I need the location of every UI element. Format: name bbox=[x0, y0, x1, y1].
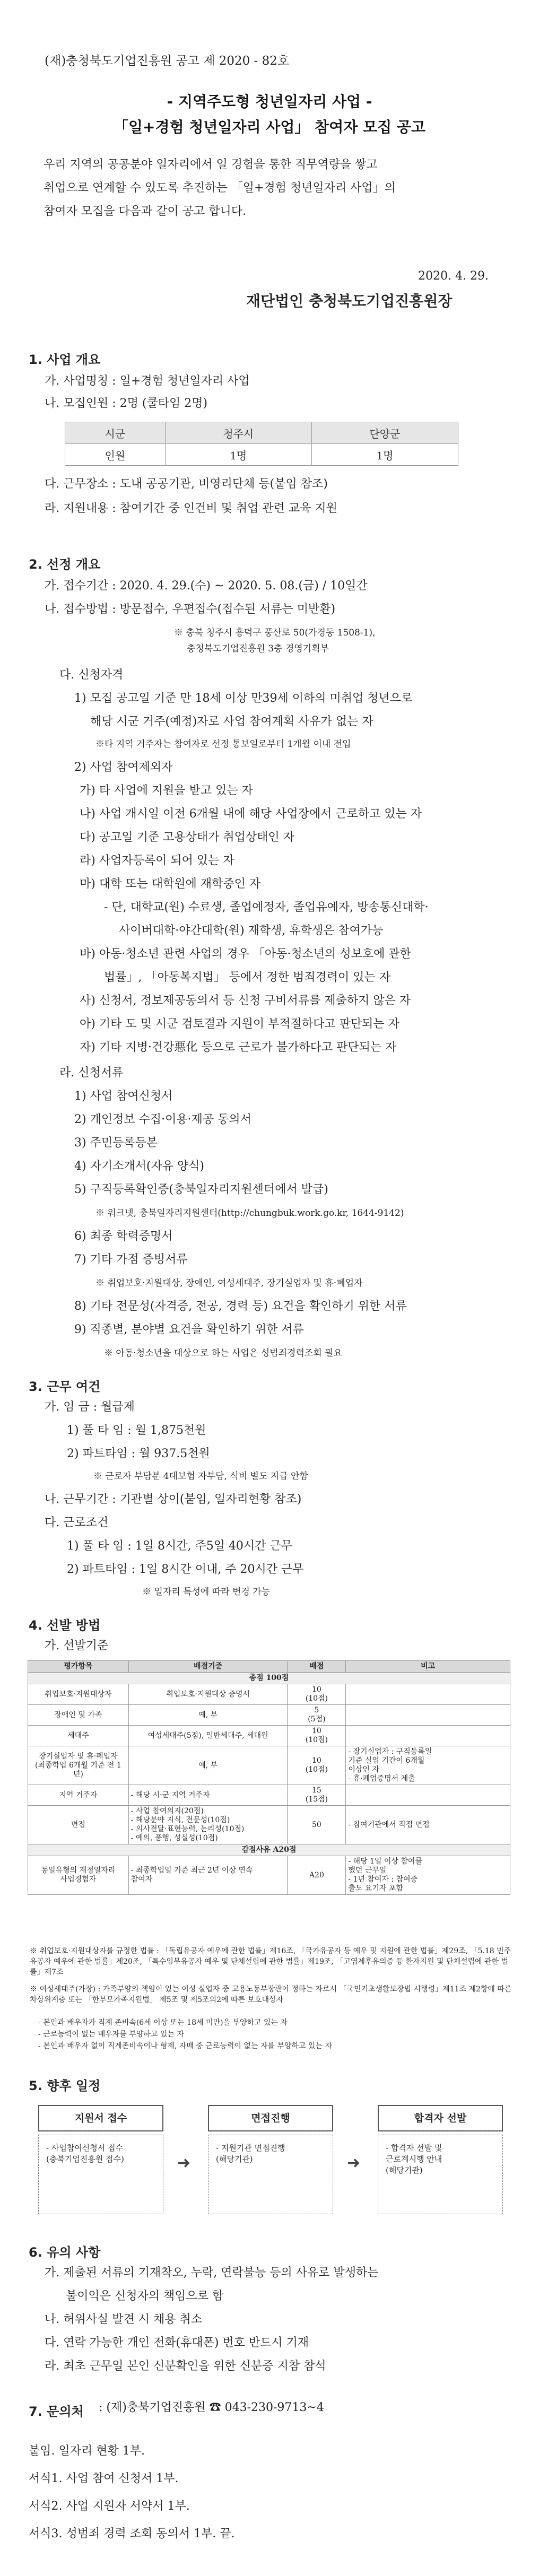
s2-c2-line: 마) 대학 또는 대학원에 재학중인 자 bbox=[80, 877, 261, 891]
attachment-line: 서식2. 사업 지원자 서약서 1부. bbox=[29, 2500, 190, 2513]
s3-line: 가. 임 금 : 월급제 bbox=[45, 1400, 135, 1414]
section-5-heading: 5. 향후 일정 bbox=[29, 2078, 101, 2093]
s1-item-d: 라. 지원내용 : 참여기간 중 인건비 및 취업 관련 교육 지원 bbox=[45, 502, 337, 515]
s2-c2-line: 사) 신청서, 정보제공동의서 등 신청 구비서류를 제출하지 않은 자 bbox=[80, 994, 411, 1007]
s2-c2-line: 바) 아동·청소년 관련 사업의 경우 「아동·청소년의 성보호에 관한 bbox=[80, 947, 411, 961]
notice-number: (재)충청북도기업진흥원 공고 제 2020 - 82호 bbox=[45, 54, 290, 68]
table-header: 배점 bbox=[288, 1661, 346, 1673]
table-cell bbox=[346, 1726, 510, 1746]
s2-doc: 3) 주민등록등본 bbox=[74, 1136, 158, 1150]
table-cell: 동일유형의 재정일자리 사업경험자 bbox=[28, 1856, 129, 1895]
s3-note: ※ 근로자 부담분 4대보험 자부담, 식비 별도 지급 안함 bbox=[93, 1471, 308, 1482]
table-header: 비고 bbox=[346, 1661, 510, 1673]
s2-c2: 2) 사업 참여제외자 bbox=[74, 761, 173, 774]
s3-line: 2) 파트타임 : 1일 8시간 이내, 주 20시간 근무 bbox=[67, 1563, 304, 1576]
attachment-line: 서식3. 성범죄 경력 조회 동의서 1부. 끝. bbox=[29, 2527, 235, 2540]
selection-criteria-table bbox=[28, 1660, 510, 1895]
s4-footnote: - 근로능력이 없는 배우자를 부양하고 있는 자 bbox=[38, 2030, 184, 2039]
s1-item-b: 나. 모집인원 : 2명 (쿨타임 2명) bbox=[45, 397, 208, 410]
s2-doc: 1) 사업 참여신청서 bbox=[74, 1090, 173, 1103]
section-6-heading: 6. 유의 사항 bbox=[29, 2245, 101, 2260]
schedule-step-body: - 사업참여신청서 접수 (충북기업진흥원 접수) bbox=[38, 2135, 163, 2214]
org-name: 재단법인 충청북도기업진흥원장 bbox=[246, 292, 453, 310]
table-cell bbox=[346, 1705, 510, 1726]
table-cell: 50 bbox=[288, 1806, 346, 1844]
schedule-step-title: 합격자 선발 bbox=[378, 2105, 503, 2131]
s2-note: ※ 충북 청주시 흥덕구 풍산로 50(가경동 1508-1), bbox=[174, 628, 376, 638]
s6-line: 나. 허위사실 발견 시 채용 취소 bbox=[45, 2313, 202, 2326]
s2-c2-line: 자) 기타 지병·건강悪化 등으로 근로가 불가하다고 판단되는 자 bbox=[80, 1041, 397, 1054]
s3-line: 나. 근무기간 : 기관별 상이(붙임, 일자리현황 참조) bbox=[45, 1493, 302, 1506]
s2-c2-line: 나) 사업 개시일 이전 6개월 내에 해당 사업장에서 근로하고 있는 자 bbox=[80, 807, 422, 821]
table-cell: - 참여기관에서 직접 면접 bbox=[346, 1806, 510, 1844]
section-7-heading: 7. 문의처 bbox=[29, 2404, 84, 2419]
table-cell: 취업보호·지원대상자 bbox=[28, 1684, 129, 1705]
s2-c2-line: 가) 타 사업에 지원을 받고 있는 자 bbox=[80, 784, 253, 797]
recruit-count-table bbox=[65, 422, 458, 466]
s2-item-b: 나. 접수방법 : 방문접수, 우편접수(접수된 서류는 미반환) bbox=[45, 603, 336, 616]
title-sub: - 지역주도형 청년일자리 사업 - bbox=[167, 93, 372, 110]
intro-line-3: 참여자 모집을 다음과 같이 공고 합니다. bbox=[44, 205, 246, 218]
table-cell bbox=[346, 1684, 510, 1705]
table-header: 청주시 bbox=[165, 422, 311, 444]
table-cell: 세대주 bbox=[28, 1726, 129, 1746]
section-3-heading: 3. 근무 여건 bbox=[29, 1379, 101, 1394]
s4-footnote: ※ 여성세대주(가장) : 가족부양의 책임이 있는 여성 실업자 중 고용노동부장관이 정하는 자로서 「국민기초생활보장법 시행령」제11조 제2항에 따른 차상위계층 또는 「한부모가족지원법」 제5조 및 제5조의2에 따른 보호대상자 bbox=[30, 1985, 512, 2004]
table-cell: - 장기실업자 : 구직등록일 기준 실업 기간이 6개월 이상인 자 - 휴·폐업증명서 제출 bbox=[346, 1746, 510, 1785]
table-header: 시군 bbox=[65, 422, 166, 444]
s2-c2-line: 다) 공고일 기준 고용상태가 취업상태인 자 bbox=[80, 831, 294, 844]
table-cell: - 사업 참여의지(20점) - 해당분야 지식, 전문성(10점) - 의사전달·표현능력, 논리성(10점) - 예의, 품행, 성실성(10점) bbox=[128, 1806, 288, 1844]
s2-note: 충청북도기업진흥원 3층 경영기획부 bbox=[187, 643, 329, 654]
table-row bbox=[28, 1705, 510, 1726]
table-cell: 5 (5점) bbox=[288, 1705, 346, 1726]
s2-c2-line: - 단, 대학교(원) 수료생, 졸업예정자, 졸업유예자, 방송통신대학· bbox=[104, 901, 429, 914]
s2-doc: 8) 기타 전문성(자격증, 전공, 경력 등) 요건을 확인하기 위한 서류 bbox=[74, 1300, 407, 1313]
s2-c2-line: 라) 사업자등록이 되어 있는 자 bbox=[80, 854, 234, 867]
s2-doc: 7) 기타 가점 증빙서류 bbox=[74, 1253, 188, 1266]
table-row bbox=[28, 1726, 510, 1746]
table-cell bbox=[346, 1785, 510, 1806]
schedule-step-body: - 합격자 선발 및 근로계시행 안내 (해당기관) bbox=[378, 2135, 503, 2214]
s3-line: 2) 파트타임 : 월 937.5천원 bbox=[67, 1447, 210, 1460]
s2-doc-note: ※ 아동·청소년을 대상으로 하는 사업은 성범죄경력조회 필요 bbox=[104, 1348, 342, 1359]
table-cell: 10 (10점) bbox=[288, 1746, 346, 1785]
s3-line: 1) 풀 타 임 : 월 1,875천원 bbox=[67, 1424, 206, 1437]
table-cell: 15 (15점) bbox=[288, 1785, 346, 1806]
table-row bbox=[28, 1746, 510, 1785]
table-cell: 1명 bbox=[165, 444, 311, 466]
s4-footnote: - 본인과 배우자 없이 직계존비속이나 형제, 자매 중 근로능력이 없는 자를 부양하고 있는 자 bbox=[38, 2042, 332, 2050]
section-2-heading: 2. 선정 개요 bbox=[29, 557, 101, 572]
schedule-step-title: 지원서 접수 bbox=[38, 2105, 163, 2131]
table-subheader: 감점사유 A20점 bbox=[28, 1844, 510, 1856]
s6-line: 라. 최초 근무일 본인 신분확인을 위한 신분증 지참 참석 bbox=[45, 2360, 326, 2373]
title-main: 「일+경험 청년일자리 사업」 참여자 모집 공고 bbox=[113, 118, 426, 136]
s6-line: 다. 연락 가능한 개인 전화(휴대폰) 번호 반드시 기재 bbox=[45, 2336, 309, 2349]
attachment-line: 붙임. 일자리 현황 1부. bbox=[29, 2444, 145, 2458]
s2-c1-line: 해당 시군 거주(예정)자로 사업 참여계획 사유가 없는 자 bbox=[90, 715, 373, 728]
contact-info: : (재)충북기업진흥원 ☎ 043-230-9713~4 bbox=[99, 2401, 324, 2414]
s2-doc-note: ※ 워크넷, 충북일자리지원센터(http://chungbuk.work.go.kr, 1644-9142) bbox=[95, 1208, 404, 1219]
s2-item-d: 라. 신청서류 bbox=[59, 1066, 124, 1080]
s3-line: 1) 풀 타 임 : 1일 8시간, 주5일 40시간 근무 bbox=[67, 1539, 292, 1553]
table-cell: - 해당 시·군 지역 거주자 bbox=[128, 1785, 288, 1806]
table-cell: - 해당 1일 이상 참여를 했던 근무일 - 1년 참여자 : 참여증 출도 요기자 포함 bbox=[346, 1856, 510, 1895]
s2-doc: 5) 구직등록확인증(충북일자리지원센터에서 발급) bbox=[74, 1183, 328, 1196]
table-cell: 장기실업자 및 휴·폐업자 (최종학업 6개월 기준 전 1년) bbox=[28, 1746, 129, 1785]
table-subheader: 총점 100점 bbox=[28, 1673, 510, 1684]
table-cell: 지역 거주자 bbox=[28, 1785, 129, 1806]
table-cell: 1명 bbox=[311, 444, 458, 466]
s2-doc: 4) 자기소개서(자유 양식) bbox=[74, 1160, 205, 1173]
table-row bbox=[28, 1856, 510, 1895]
schedule-step-body: - 지원기관 면접진행 (해당기관) bbox=[208, 2135, 333, 2214]
s2-c1-note: ※타 지역 거주자는 참여자로 선정 통보일로부터 1개월 이내 전입 bbox=[95, 739, 351, 750]
table-row bbox=[28, 1785, 510, 1806]
s1-item-a: 가. 사업명칭 : 일+경험 청년일자리 사업 bbox=[45, 375, 250, 388]
s2-doc-note: ※ 취업보호·지원대상, 장애인, 여성세대주, 장기실업자 및 휴·폐업자 bbox=[95, 1278, 363, 1289]
table-header: 평가항목 bbox=[28, 1661, 129, 1673]
attachment-line: 서식1. 사업 참여 신청서 1부. bbox=[29, 2472, 179, 2485]
schedule-step-title: 면접진행 bbox=[208, 2105, 333, 2131]
table-header: 배점기준 bbox=[128, 1661, 288, 1673]
arrow-right-icon: ➜ bbox=[177, 2154, 191, 2172]
s3-line: 다. 근로조건 bbox=[45, 1516, 109, 1529]
s3-note: ※ 일자리 특성에 따라 변경 가능 bbox=[142, 1587, 271, 1597]
table-cell: 장애인 및 가족 bbox=[28, 1705, 129, 1726]
s4-footnote: ※ 취업보호·지원대상자를 규정한 법률 : 「독립유공자 예우에 관한 법률」제16조, 「국가유공자 등 예우 및 지원에 관한 법률」제29조, 「5.18 민주유공자 예우에 관한 법률」제20조, 「특수임무유공자 예우 및 단체설립에 관한 법률」제19조, 「고엽제후유의증 등 환자지원 및 단체설립에 관한 법률」제7조 bbox=[30, 1947, 511, 1977]
s2-doc: 2) 개인정보 수집·이용·제공 동의서 bbox=[74, 1113, 251, 1126]
section-1-heading: 1. 사업 개요 bbox=[29, 352, 101, 367]
s2-item-a: 가. 접수기간 : 2020. 4. 29.(수) ~ 2020. 5. 08.(금) / 10일간 bbox=[45, 579, 368, 593]
s2-item-c: 다. 신청자격 bbox=[59, 668, 124, 682]
table-cell: 면접 bbox=[28, 1806, 129, 1844]
table-cell: 인원 bbox=[65, 444, 166, 466]
s1-item-c: 다. 근무장소 : 도내 공공기관, 비영리단체 등(붙임 참조) bbox=[45, 477, 328, 491]
s6-line: 불이익은 신청자의 책임으로 함 bbox=[66, 2290, 224, 2303]
arrow-right-icon: ➜ bbox=[347, 2154, 361, 2172]
s4-item-a: 가. 선발기준 bbox=[45, 1639, 109, 1652]
s4-footnote: - 본인과 배우자가 직계 존비속(6세 이상 또는 18세 미만)을 부양하고 있는 자 bbox=[38, 2018, 288, 2027]
s2-c2-line: 법률」, 「아동복지법」 등에서 정한 범죄경력이 있는 자 bbox=[104, 971, 390, 984]
table-cell: 취업보호·지원대상 증명서 bbox=[128, 1684, 288, 1705]
table-cell: 10 (10점) bbox=[288, 1726, 346, 1746]
s2-c2-line: 아) 기타 도 및 시군 검토결과 지원이 부적절하다고 판단되는 자 bbox=[80, 1017, 399, 1031]
table-row bbox=[28, 1684, 510, 1705]
s2-c1-line: 1) 모집 공고일 기준 만 18세 이상 만39세 이하의 미취업 청년으로 bbox=[74, 692, 413, 705]
table-row bbox=[28, 1806, 510, 1844]
intro-line-2: 취업으로 연계할 수 있도록 추진하는 「일+경험 청년일자리 사업」의 bbox=[44, 181, 396, 195]
table-cell: 예, 부 bbox=[128, 1746, 288, 1785]
section-4-heading: 4. 선발 방법 bbox=[29, 1618, 101, 1633]
table-cell: 예, 부 bbox=[128, 1705, 288, 1726]
table-cell: 여성세대주(5점), 일반세대주, 세대원 bbox=[128, 1726, 288, 1746]
notice-date: 2020. 4. 29. bbox=[418, 269, 489, 283]
table-header: 단양군 bbox=[311, 422, 458, 444]
s6-line: 가. 제출된 서류의 기재착오, 누락, 연락불능 등의 사유로 발생하는 bbox=[45, 2266, 379, 2279]
table-cell: A20 bbox=[288, 1856, 346, 1895]
table-cell: 10 (10점) bbox=[288, 1684, 346, 1705]
table-cell: - 최종학업일 기준 최근 2년 이상 연속 참여자 bbox=[128, 1856, 288, 1895]
s2-doc: 9) 직종별, 분야별 요건을 확인하기 위한 서류 bbox=[74, 1323, 304, 1336]
s2-doc: 6) 최종 학력증명서 bbox=[74, 1230, 173, 1243]
s2-c2-line: 사이버대학·야간대학(원) 재학생, 휴학생은 참여가능 bbox=[119, 924, 384, 937]
intro-line-1: 우리 지역의 공공분야 일자리에서 일 경험을 통한 직무역량을 쌓고 bbox=[44, 158, 378, 171]
